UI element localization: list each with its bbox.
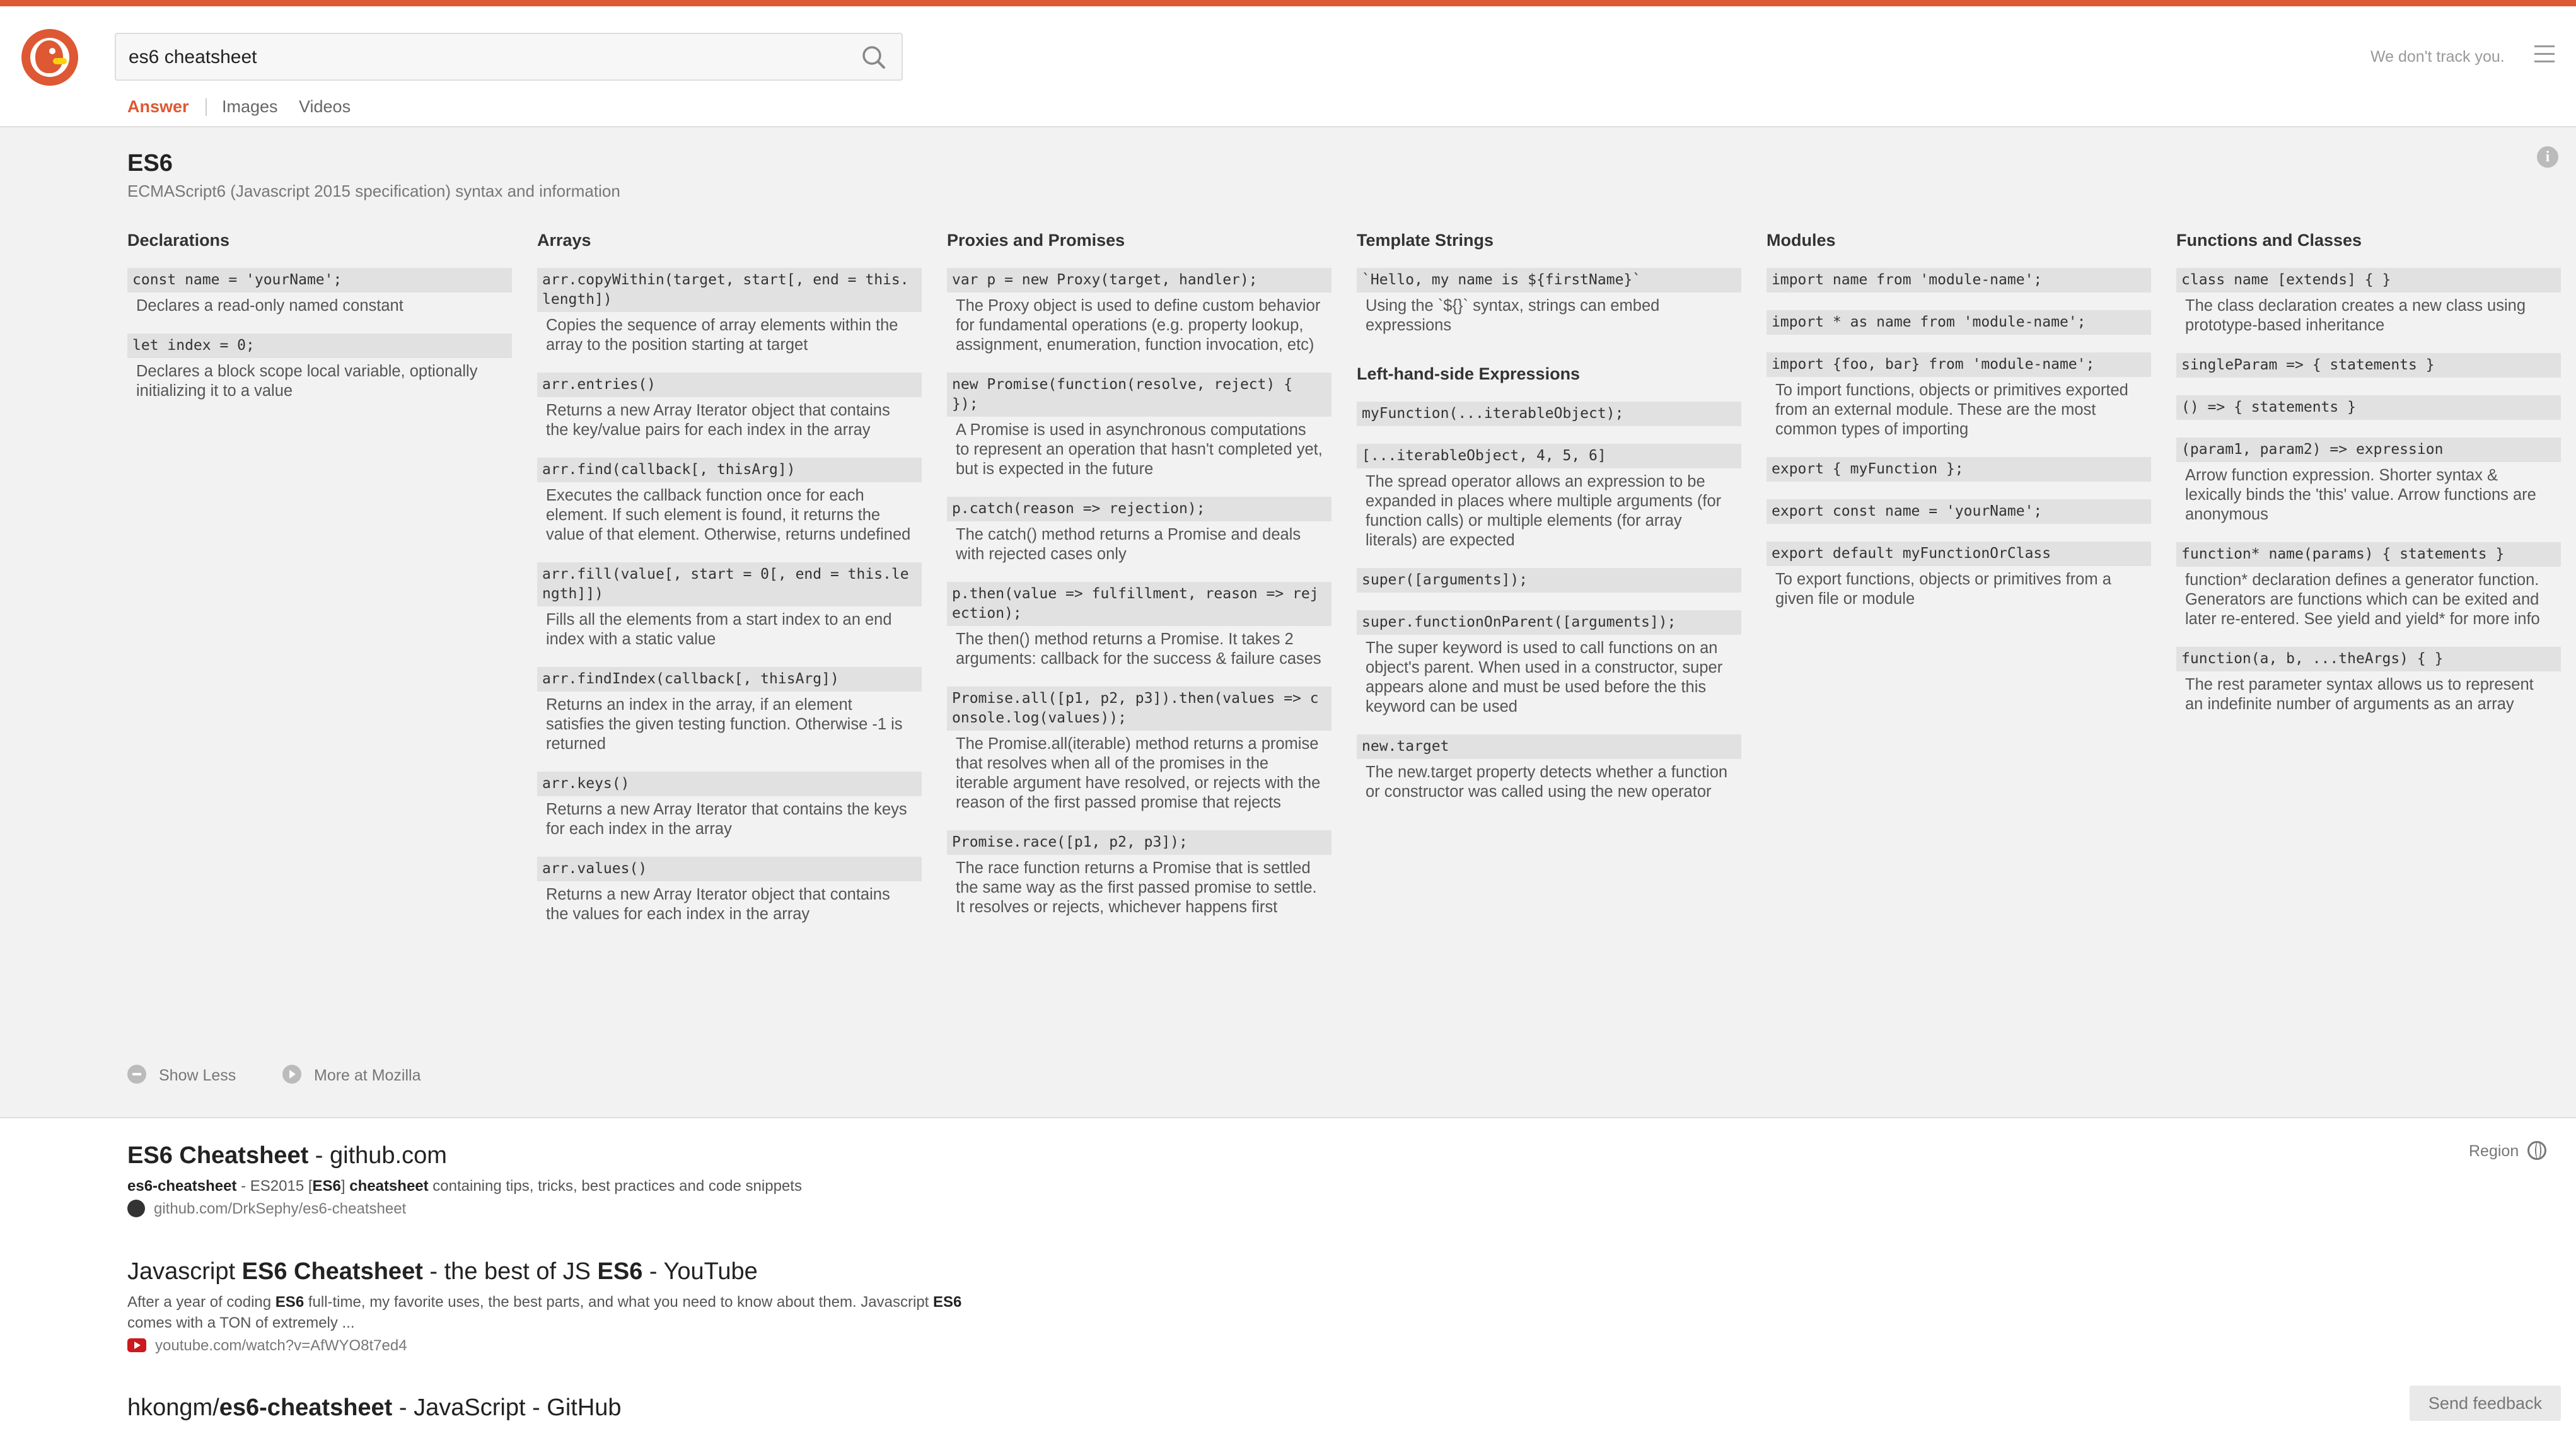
tab-divider — [206, 98, 207, 116]
snippet-description: Arrow function expression. Shorter syntax & lexically binds the 'this' value. Arrow functions are anonymous — [2185, 466, 2536, 523]
tab-videos[interactable]: Videos — [299, 97, 351, 116]
cheatsheet-column — [2176, 231, 2561, 732]
code-snippet: const name = 'yourName'; — [127, 268, 512, 293]
code-snippet: arr.entries() — [537, 373, 922, 397]
send-feedback-button[interactable]: Send feedback — [2410, 1386, 2561, 1421]
code-snippet: class name [extends] { } — [2176, 268, 2561, 293]
snippet-description: Declares a block scope local variable, optionally initializing it to a value — [136, 362, 478, 400]
result-title-link[interactable]: hkongm/es6-cheatsheet - JavaScript - GitHub — [127, 1394, 622, 1421]
code-snippet: export const name = 'yourName'; — [1767, 499, 2151, 524]
result-title-link[interactable]: ES6 Cheatsheet - github.com — [127, 1142, 447, 1169]
magnifier-icon — [856, 42, 891, 73]
result-item — [127, 1394, 1010, 1422]
code-snippet: import name from 'module-name'; — [1767, 268, 2151, 293]
tab-images[interactable]: Images — [222, 97, 278, 116]
code-snippet: arr.find(callback[, thisArg]) — [537, 458, 922, 482]
snippet-description: Fills all the elements from a start index to an end index with a static value — [546, 611, 892, 648]
snippet-description: Returns a new Array Iterator object that contains the key/value pairs for each index in the array — [546, 402, 890, 439]
code-snippet: arr.copyWithin(target, start[, end = this.length]) — [537, 268, 922, 312]
code-snippet: super.functionOnParent([arguments]); — [1357, 610, 1741, 635]
snippet-description: The new.target property detects whether a function or constructor was called using the new operator — [1366, 763, 1728, 801]
snippet-description: The spread operator allows an expression to be expanded in places where multiple arguments (for function calls) or multiple elements (for array literals) are expected — [1366, 473, 1722, 549]
code-snippet: let index = 0; — [127, 333, 512, 358]
snippet-description: The then() method returns a Promise. It takes 2 arguments: callback for the success & failure cases — [956, 630, 1321, 668]
code-snippet: arr.fill(value[, start = 0[, end = this.length]]) — [537, 562, 922, 606]
snippet-description: Using the `${}` syntax, strings can embed expressions — [1366, 297, 1660, 334]
code-snippet: () => { statements } — [2176, 395, 2561, 420]
code-snippet: function* name(params) { statements } — [2176, 542, 2561, 567]
answer-subtitle: ECMAScript6 (Javascript 2015 specification) syntax and information — [127, 182, 620, 200]
code-snippet: [...iterableObject, 4, 5, 6] — [1357, 444, 1741, 468]
column-heading: Proxies and Promises — [947, 231, 1125, 250]
search-button[interactable] — [856, 42, 891, 73]
snippet-description: Declares a read-only named constant — [136, 297, 403, 315]
snippet-description: The rest parameter syntax allows us to represent an indefinite number of arguments as an array — [2185, 676, 2534, 713]
cheatsheet-answer-panel — [0, 127, 2576, 1118]
code-snippet: new Promise(function(resolve, reject) { }); — [947, 373, 1332, 417]
minus-circle-icon — [127, 1065, 146, 1084]
code-snippet: import {foo, bar} from 'module-name'; — [1767, 352, 2151, 377]
code-snippet: var p = new Proxy(target, handler); — [947, 268, 1332, 293]
code-snippet: super([arguments]); — [1357, 568, 1741, 593]
result-url[interactable]: youtube.com/watch?v=AfWYO8t7ed4 — [127, 1337, 1010, 1355]
cheatsheet-column — [537, 231, 922, 942]
hamburger-menu-icon[interactable] — [2534, 45, 2555, 64]
code-snippet: `Hello, my name is ${firstName}` — [1357, 268, 1741, 293]
column-heading: Left-hand-side Expressions — [1357, 364, 1581, 383]
snippet-description: To import functions, objects or primitives exported from an external module. These are the most common types of importing — [1775, 381, 2128, 438]
cheatsheet-column — [947, 231, 1332, 935]
result-url[interactable]: github.com/DrkSephy/es6-cheatsheet — [127, 1200, 1010, 1219]
more-at-mozilla-link[interactable]: More at Mozilla — [282, 1067, 421, 1086]
snippet-description: Returns a new Array Iterator object that contains the values for each index in the array — [546, 886, 890, 923]
code-snippet: Promise.all([p1, p2, p3]).then(values => console.log(values)); — [947, 687, 1332, 731]
column-heading: Template Strings — [1357, 231, 1494, 250]
snippet-description: The Promise.all(iterable) method returns a promise that resolves when all of the promises in the iterable argument have resolved, or rejects with the reason of the first passed promise that rejects — [956, 735, 1321, 811]
cheatsheet-column — [1357, 231, 1741, 820]
snippet-description: function* declaration defines a generator function. Generators are functions which can be exited and later re-entered. See yield and yield* for more info — [2185, 571, 2540, 628]
snippet-description: The super keyword is used to call functions on an object's parent. When used in a constructor, super appears alone and must be used before the this keyword can be used — [1366, 639, 1723, 715]
code-snippet: arr.values() — [537, 857, 922, 881]
tab-answer[interactable]: Answer — [127, 97, 189, 116]
result-item — [127, 1258, 1010, 1355]
code-snippet: singleParam => { statements } — [2176, 353, 2561, 378]
result-snippet: After a year of coding ES6 full-time, my favorite uses, the best parts, and what you need to know about them. Javascript ES6 comes with a TON of extremely ... — [127, 1294, 962, 1331]
globe-icon — [2527, 1141, 2546, 1160]
snippet-description: The class declaration creates a new class using prototype-based inheritance — [2185, 297, 2526, 334]
cheatsheet-column — [1767, 231, 2151, 627]
snippet-description: A Promise is used in asynchronous computations to represent an operation that hasn't completed yet, but is expected in the future — [956, 421, 1323, 478]
snippet-description: Executes the callback function once for each element. If such element is found, it returns the value of that element. Otherwise, returns undefined — [546, 487, 911, 543]
code-snippet: arr.keys() — [537, 772, 922, 796]
result-item — [127, 1142, 1010, 1219]
code-snippet: export { myFunction }; — [1767, 457, 2151, 482]
cheatsheet-column — [127, 231, 512, 419]
show-less-button[interactable]: Show Less — [127, 1067, 236, 1086]
top-accent-bar — [0, 0, 2576, 6]
arrow-circle-icon — [282, 1065, 301, 1084]
snippet-description: To export functions, objects or primitives from a given file or module — [1775, 571, 2111, 608]
code-snippet: export default myFunctionOrClass — [1767, 542, 2151, 566]
code-snippet: p.then(value => fulfillment, reason => rejection); — [947, 582, 1332, 626]
code-snippet: arr.findIndex(callback[, thisArg]) — [537, 667, 922, 692]
code-snippet: import * as name from 'module-name'; — [1767, 310, 2151, 335]
snippet-description: Returns an index in the array, if an element satisfies the given testing function. Otherwise -1 is returned — [546, 696, 903, 753]
header — [0, 6, 2576, 127]
snippet-description: The catch() method returns a Promise and deals with rejected cases only — [956, 526, 1301, 563]
column-heading: Functions and Classes — [2176, 231, 2362, 250]
github-icon — [127, 1200, 145, 1217]
region-selector[interactable]: Region — [2469, 1142, 2546, 1161]
snippet-description: Copies the sequence of array elements within the array to the position starting at target — [546, 316, 898, 354]
code-snippet: new.target — [1357, 734, 1741, 759]
search-input[interactable] — [127, 43, 823, 72]
snippet-description: The Proxy object is used to define custom behavior for fundamental operations (e.g. property lookup, assignment, enumeration, function invocation, etc) — [956, 297, 1321, 354]
code-snippet: function(a, b, ...theArgs) { } — [2176, 647, 2561, 671]
code-snippet: p.catch(reason => rejection); — [947, 497, 1332, 521]
search-box — [115, 33, 903, 81]
info-icon[interactable]: i — [2537, 146, 2558, 168]
column-heading: Modules — [1767, 231, 1836, 250]
column-heading: Declarations — [127, 231, 230, 250]
snippet-description: Returns a new Array Iterator that contains the keys for each index in the array — [546, 801, 907, 838]
code-snippet: (param1, param2) => expression — [2176, 437, 2561, 462]
youtube-icon — [127, 1338, 146, 1352]
result-snippet: es6-cheatsheet - ES2015 [ES6] cheatsheet containing tips, tricks, best practices and code snippets — [127, 1178, 802, 1195]
code-snippet: Promise.race([p1, p2, p3]); — [947, 830, 1332, 855]
answer-title: ES6 — [127, 150, 173, 177]
duckduckgo-logo-icon[interactable] — [21, 29, 78, 86]
snippet-description: The race function returns a Promise that is settled the same way as the first passed promise to settle. It resolves or rejects, whichever happens first — [956, 859, 1317, 916]
column-heading: Arrays — [537, 231, 591, 250]
result-title-link[interactable]: Javascript ES6 Cheatsheet - the best of JS ES6 - YouTube — [127, 1258, 758, 1285]
code-snippet: myFunction(...iterableObject); — [1357, 402, 1741, 426]
privacy-tagline[interactable]: We don't track you. — [2370, 48, 2505, 66]
